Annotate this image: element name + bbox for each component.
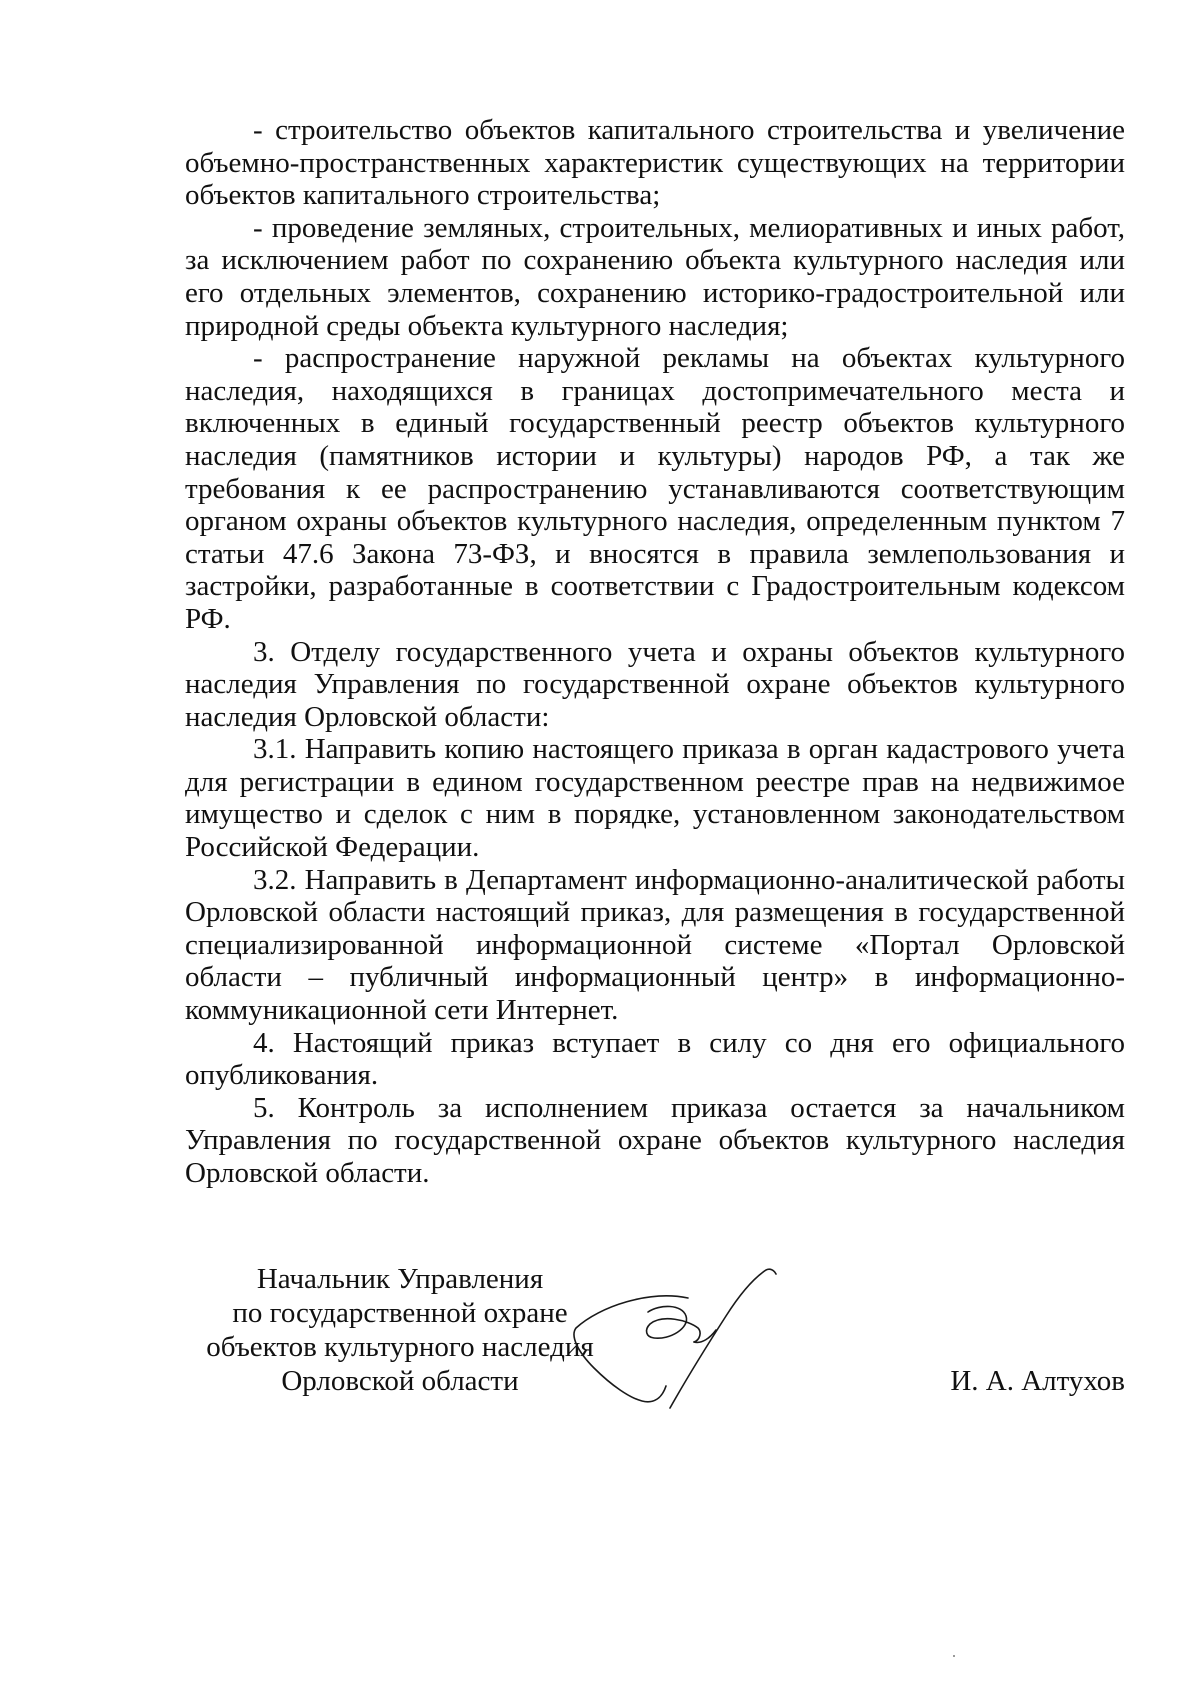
paragraph-item-5: 5. Контроль за исполнением приказа остается за начальником Управления по государственной охране объектов культурного наследия Орловской области. [185,1091,1125,1189]
handwritten-signature [570,1258,850,1438]
signer-title-line: объектов культурного наследия [206,1331,594,1363]
paragraph-item-4: 4. Настоящий приказ вступает в силу со дня его официального опубликования. [185,1026,1125,1092]
signer-title-line: Орловской области [281,1365,519,1397]
signer-title-line: Начальник Управления [256,1263,544,1295]
document-body [185,114,1125,1190]
paragraph-earthworks: - проведение земляных, строительных, мелиоративных и иных работ, за исключением работ по сохранению объекта культурного наследия или его отдельных элементов, сохранению историко-градостроительной или природной среды объекта культурного наследия; [185,211,1125,342]
paragraph-item-3-1: 3.1. Направить копию настоящего приказа в орган кадастрового учета для регистрации в едином государственном реестре прав на недвижимое имущество и сделок с ним в порядке, установленном законодательством Российской Федерации. [185,733,1125,864]
paragraph-item-3-2: 3.2. Направить в Департамент информационно-аналитической работы Орловской области настоящий приказ, для размещения в государственной специализированной информационной системе «Портал Орловской области – публичный информационный центр» в информационно-коммуникационной сети Интернет. [185,863,1125,1027]
scan-artifact [953,1655,955,1657]
signer-name: И. А. Алтухов [950,1365,1125,1397]
paragraph-outdoor-advertising: - распространение наружной рекламы на объектах культурного наследия, находящихся в границах достопримечательного места и включенных в единый государственный реестр объектов культурного наследия (памятников истории и культуры) народов РФ, а так же требования к ее распространению устанавливаются соответствующим органом охраны объектов культурного наследия, определенным пунктом 7 статьи 47.6 Закона 73-ФЗ, и вносятся в правила землепользования и застройки, разработанные в соответствии с Градостроительным кодексом РФ. [185,342,1125,635]
paragraph-item-3: 3. Отделу государственного учета и охраны объектов культурного наследия Управления по государственной охране объектов культурного наследия Орловской области: [185,635,1125,733]
signer-title-line: по государственной охране [232,1297,568,1329]
paragraph-capital-construction: - строительство объектов капитального строительства и увеличение объемно-пространственных характеристик существующих на территории объектов капитального строительства; [185,114,1125,212]
